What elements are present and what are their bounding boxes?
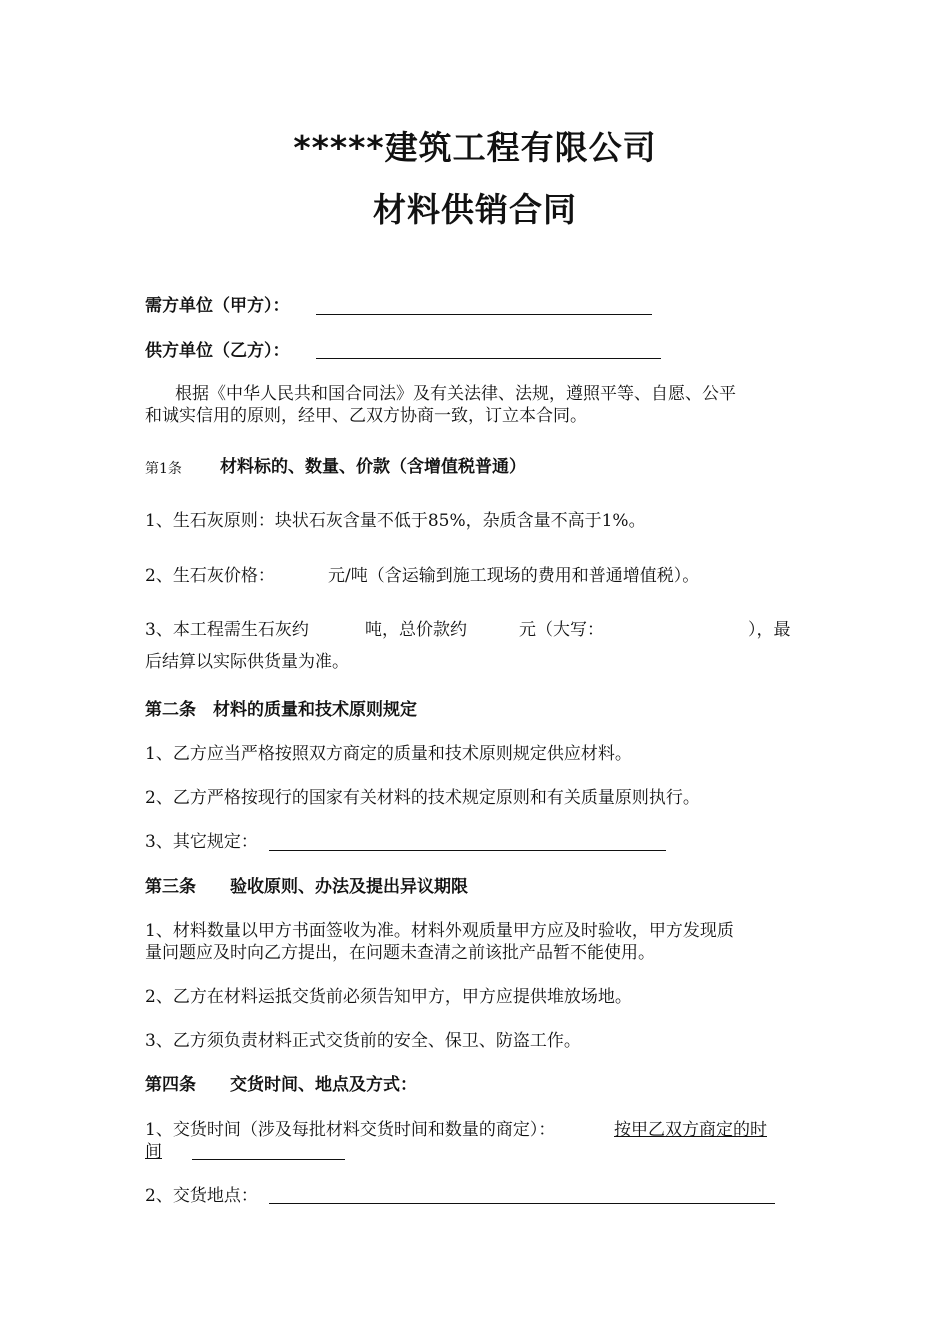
supplier-label: 供方单位（乙方）： (145, 341, 290, 361)
company-title: *****建筑工程有限公司 (293, 128, 657, 167)
supplier-blank (316, 358, 661, 359)
article-4-item-1-value: 按甲乙双方商定的时 (614, 1120, 767, 1140)
article-2-item-3: 3、其它规定： (145, 832, 258, 852)
article-1-item-2-label: 2、生石灰价格： (145, 566, 275, 586)
article-1-item-3-d: ），最 (748, 620, 791, 640)
article-4-item-2: 2、交货地点： (145, 1186, 258, 1206)
article-1-number: 第1条 (145, 461, 182, 477)
article-2-item-1: 1、乙方应当严格按照双方商定的质量和技术原则规定供应材料。 (145, 744, 632, 764)
article-1-item-3-b: 吨，总价款约 (365, 620, 467, 640)
article-4-item-1-line-2: 间 (145, 1142, 162, 1162)
article-4-item-1-blank (192, 1159, 345, 1160)
article-3-item-3: 3、乙方须负责材料正式交货前的安全、保卫、防盗工作。 (145, 1031, 581, 1051)
article-4-title: 交货时间、地点及方式： (230, 1075, 417, 1095)
buyer-blank (316, 314, 652, 315)
preamble-line-2: 和诚实信用的原则，经甲、乙双方协商一致，订立本合同。 (145, 406, 587, 426)
contract-title: 材料供销合同 (373, 190, 577, 229)
article-4-number: 第四条 (145, 1075, 196, 1095)
article-3-item-1-line-2: 量问题应及时向乙方提出，在问题未查清之前该批产品暂不能使用。 (145, 943, 655, 963)
article-4-item-2-blank (269, 1203, 775, 1204)
article-1-item-3-line-2: 后结算以实际供货量为准。 (145, 652, 349, 672)
article-3-item-2: 2、乙方在材料运抵交货前必须告知甲方，甲方应提供堆放场地。 (145, 987, 632, 1007)
article-1-item-2-text: 元/吨（含运输到施工现场的费用和普通增值税）。 (328, 566, 700, 586)
preamble-line-1: 根据《中华人民共和国合同法》及有关法律、法规，遵照平等、自愿、公平 (175, 384, 736, 404)
article-3-number: 第三条 (145, 877, 196, 897)
article-2-title: 第二条 材料的质量和技术原则规定 (145, 700, 417, 720)
article-1-item-1: 1、生石灰原则：块状石灰含量不低于85%，杂质含量不高于1%。 (145, 511, 646, 531)
article-1-title: 材料标的、数量、价款（含增值税普通） (220, 457, 526, 477)
article-2-item-2: 2、乙方严格按现行的国家有关材料的技术规定原则和有关质量原则执行。 (145, 788, 700, 808)
article-1-item-3-a: 3、本工程需生石灰约 (145, 620, 309, 640)
article-3-item-1-line-1: 1、材料数量以甲方书面签收为准。材料外观质量甲方应及时验收，甲方发现质 (145, 921, 734, 941)
article-1-item-3-c: 元（大写： (519, 620, 604, 640)
article-3-title: 验收原则、办法及提出异议期限 (230, 877, 468, 897)
article-4-item-1-label: 1、交货时间（涉及每批材料交货时间和数量的商定）： (145, 1120, 556, 1140)
buyer-label: 需方单位（甲方）： (145, 296, 290, 316)
article-2-item-3-blank (269, 850, 666, 851)
